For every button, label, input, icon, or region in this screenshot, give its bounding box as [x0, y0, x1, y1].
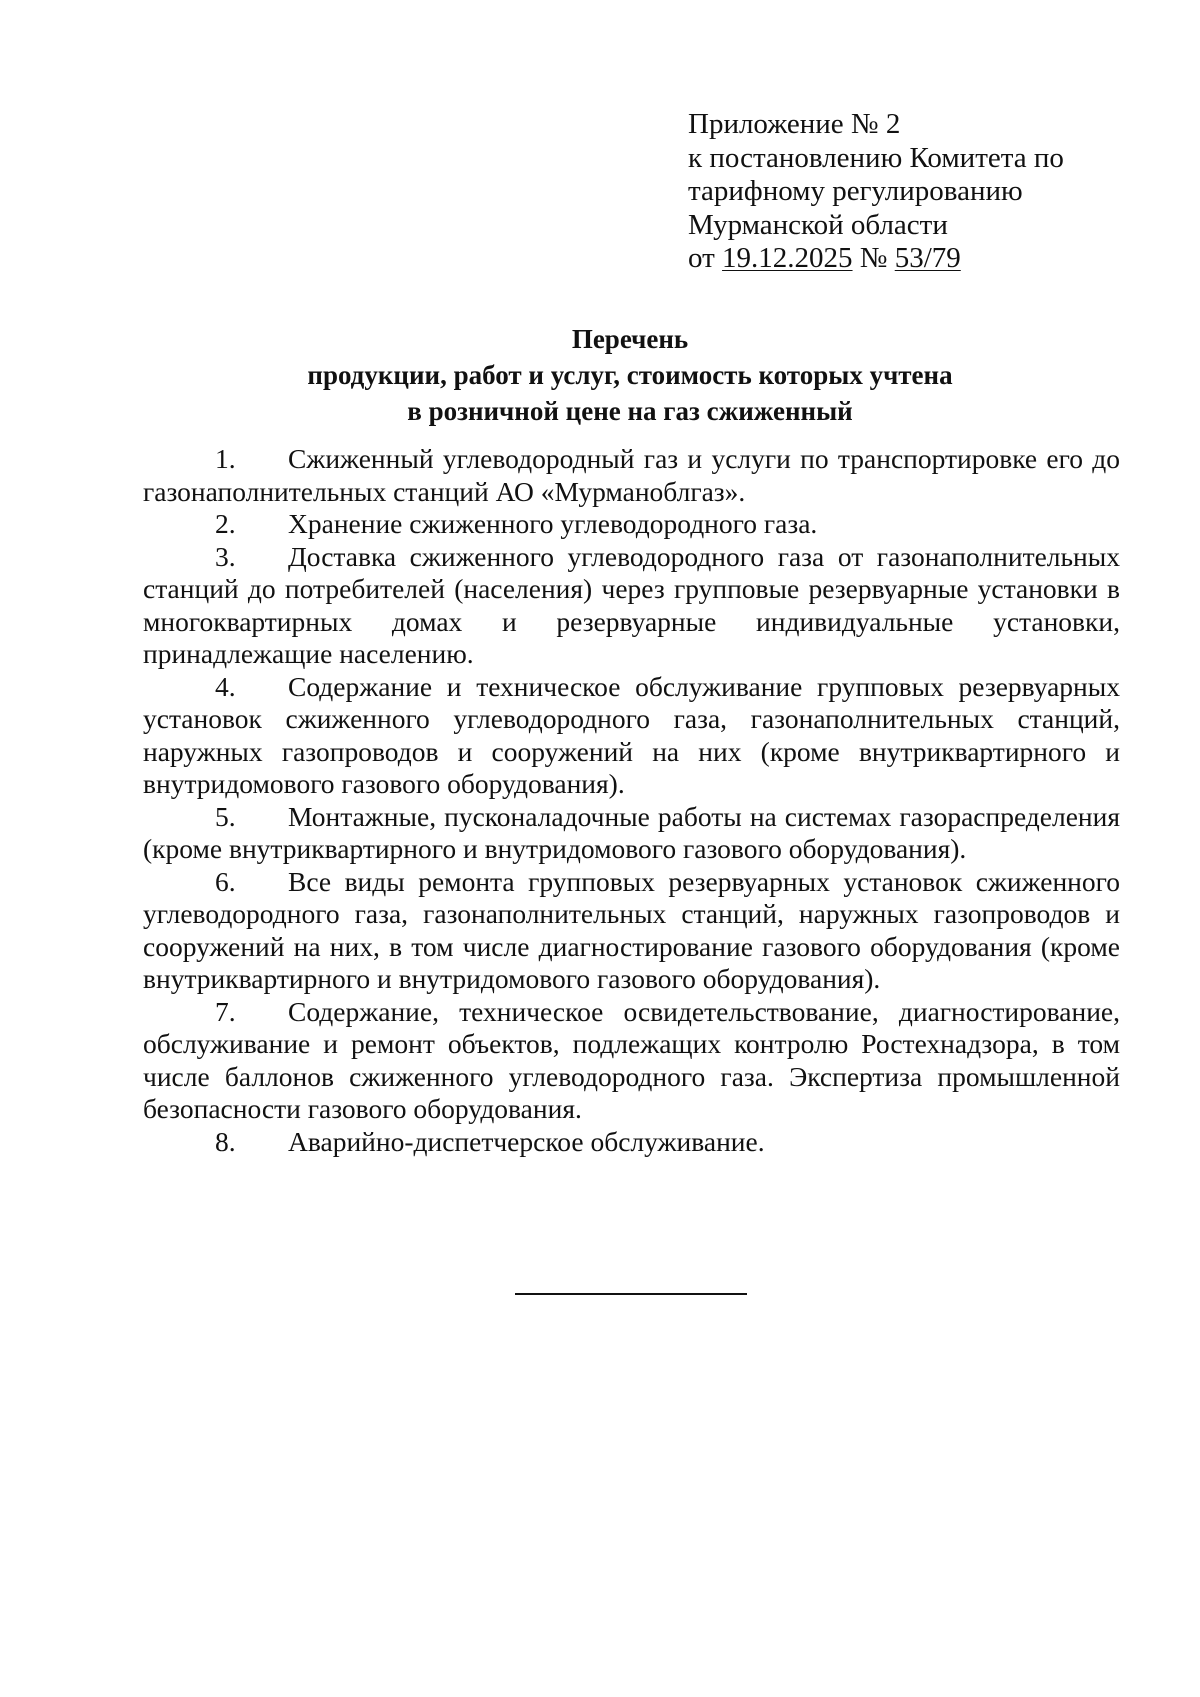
item-number: 8. — [215, 1125, 236, 1157]
item-text: Хранение сжиженного углеводородного газа. — [288, 508, 818, 539]
number-prefix: № — [852, 242, 895, 274]
item-number: 5. — [215, 800, 236, 832]
list-item — [143, 801, 1120, 866]
item-number: 4. — [215, 670, 236, 702]
title-line: в розничной цене на газ сжиженный — [407, 396, 853, 426]
closing-divider — [515, 1293, 747, 1295]
list-item — [143, 443, 1120, 508]
list-item — [143, 866, 1120, 996]
item-text: Содержание, техническое освидетельствование, диагностирование, обслуживание и ремонт объектов, подлежащих контролю Ростехнадзора, в том числе баллонов сжиженного углеводородного газа. Экспертиза промышленной безопасности газового оборудования. — [143, 995, 1120, 1124]
item-number: 3. — [215, 540, 236, 572]
item-text: Монтажные, пусконаладочные работы на системах газораспределения (кроме внутриквартирного и внутридомового газового оборудования). — [143, 800, 1120, 864]
appendix-reference-line: тарифному регулированию — [688, 175, 1023, 207]
item-text: Доставка сжиженного углеводородного газа от газонаполнительных станций до потребителей (населения) через групповые резервуарные установки в многоквартирных домах и резервуарные индивидуальные установки, принадлежащие населению. — [143, 540, 1120, 669]
resolution-number: 53/79 — [894, 242, 961, 274]
list-item — [143, 508, 1120, 541]
appendix-date-line — [688, 242, 1148, 276]
item-text: Аварийно-диспетчерское обслуживание. — [288, 1125, 765, 1157]
title-line: продукции, работ и услуг, стоимость которых учтена — [307, 360, 953, 390]
document-title — [100, 322, 1160, 432]
item-number: 1. — [215, 443, 236, 474]
item-text: Сжиженный углеводородный газ и услуги по транспортировке его до газонаполнительных станций АО «Мурманоблгаз». — [143, 443, 1120, 507]
list-item — [143, 1126, 1120, 1159]
appendix-number: Приложение № 2 — [688, 108, 901, 140]
item-text: Содержание и техническое обслуживание групповых резервуарных установок сжиженного углеводородного газа, газонаполнительных станций, наружных газопроводов и сооружений на них (кроме внутриквартирного и внутридомового газового оборудования). — [143, 670, 1120, 799]
item-number: 6. — [215, 865, 236, 897]
title-line: Перечень — [571, 324, 689, 354]
list-item — [143, 996, 1120, 1126]
appendix-reference-line: Мурманской области — [688, 208, 948, 241]
item-text: Все виды ремонта групповых резервуарных установок сжиженного углеводородного газа, газонаполнительных станций, наружных газопроводов и сооружений на них, в том числе диагностирование газового оборудования (кроме внутриквартирного и внутридомового газового оборудования). — [143, 865, 1120, 994]
numbered-list — [143, 443, 1120, 1158]
item-number: 7. — [215, 995, 236, 1027]
resolution-date: 19.12.2025 — [722, 242, 853, 274]
appendix-reference-line: к постановлению Комитета по — [688, 141, 1064, 174]
date-prefix: от — [688, 242, 723, 274]
appendix-header — [688, 108, 1148, 276]
item-number: 2. — [215, 508, 236, 539]
list-item — [143, 671, 1120, 801]
list-item — [143, 541, 1120, 671]
